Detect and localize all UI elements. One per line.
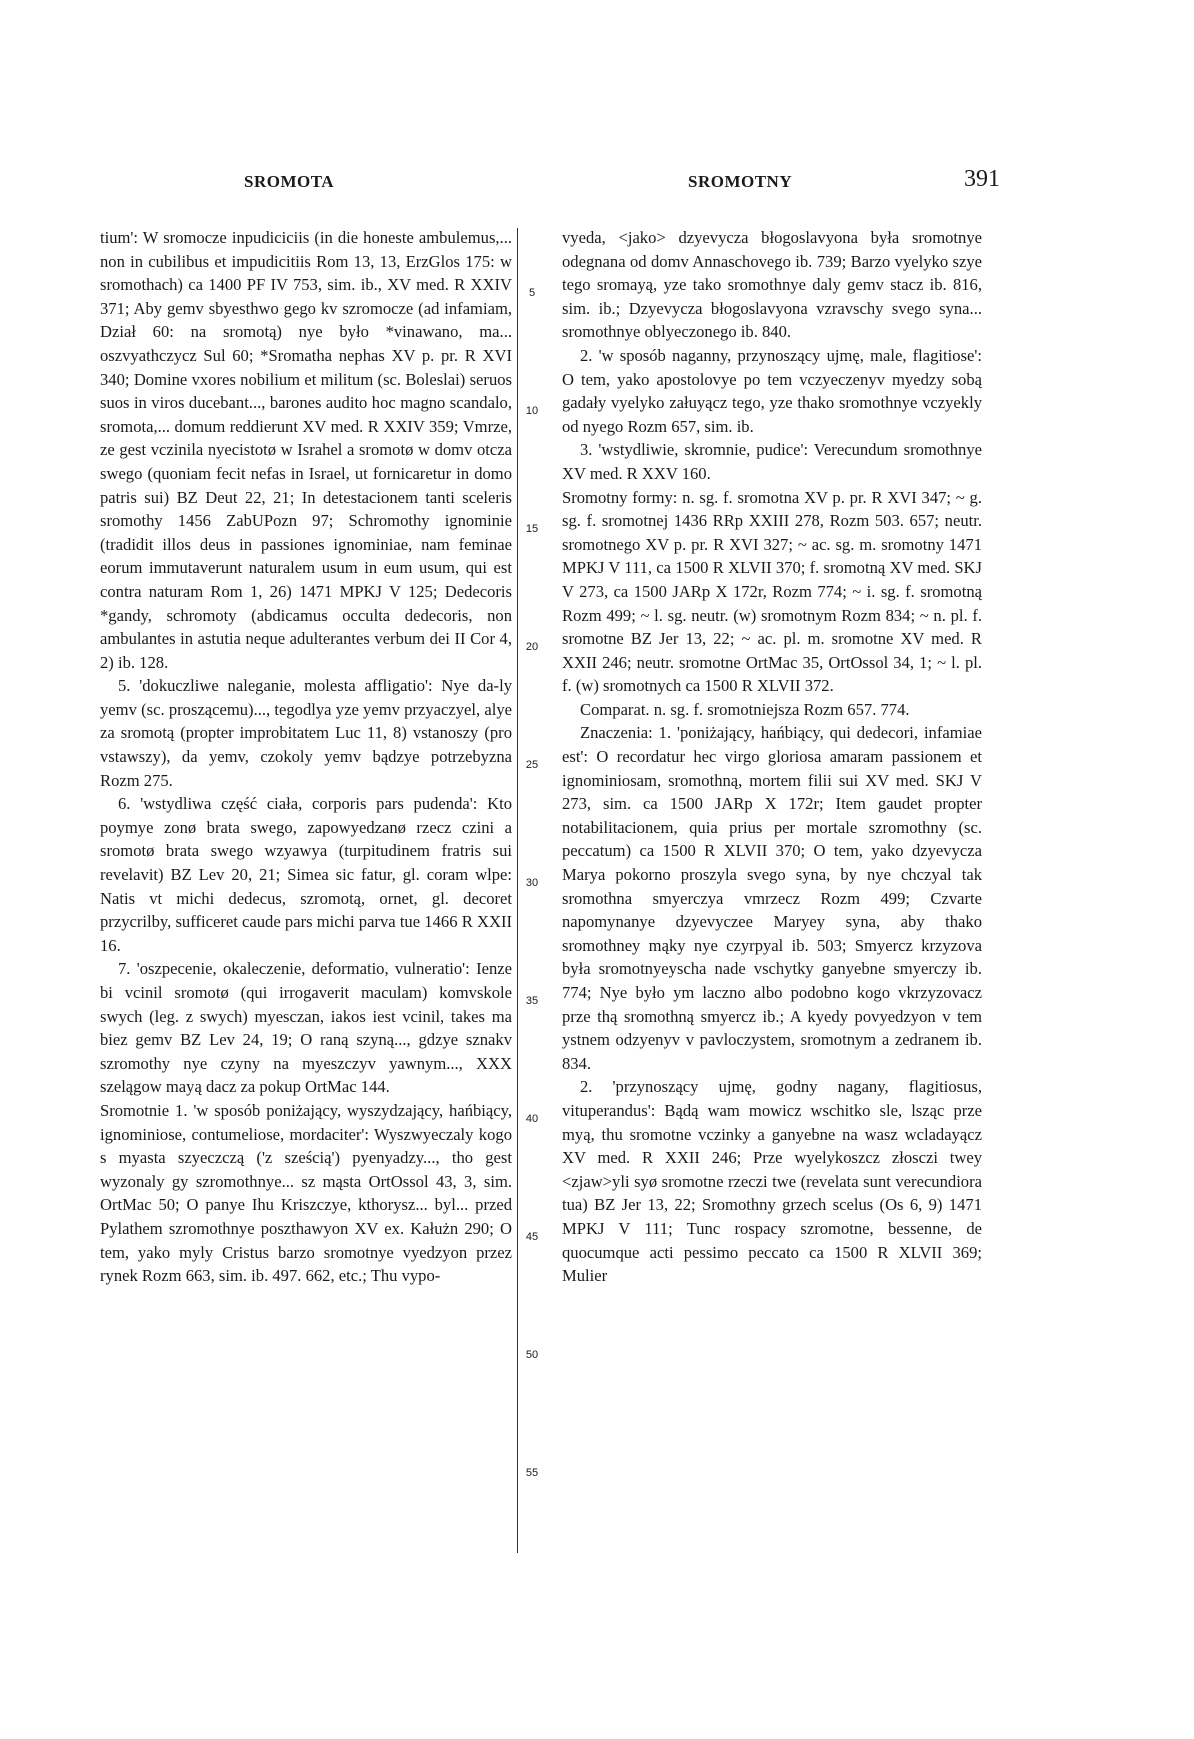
right-paragraph: 2. 'przynoszący ujmę, godny nagany, flagitiosus, vituperandus': Bądą wam mowicz wschitko sle, lsząc prze myą, thu sromotne vczinky a ganyebne na wasz wcladayącz XV med. R XXII 246; Prze wyelykoszcz złosczi twey <zjaw>yli syø sromotne rzeczi twe (revelata sunt verecundiora tua) BZ Jer 13, 22; Sromothny grzech scelus (Os 6, 9) 1471 MPKJ V 111; Tunc rospacy szromotne, bessenne, de quocumque acti pessimo peccato ca 1500 R XLVII 369; Mulier [562,1077,982,1286]
line-number: 15 [525,523,539,535]
left-paragraph: 6. 'wstydliwa część ciała, corporis pars pudenda': Kto poymye zonø brata swego, zapowyedzanø rzecz czini a sromotø brata swego wzyawya (turpitudinem fratris sui revelavit) BZ Lev 20, 21; Simea sic fatur, gl. coram wlpe: Natis vt michi dedecus, szromotą, ornet, gl. decoret przycrilby, sufficeret caude pars michi parva tue 1466 R XXII 16. [100,794,512,955]
column-divider [517,228,518,1553]
line-number: 10 [525,405,539,417]
right-paragraph: Comparat. n. sg. f. sromotniejsza Rozm 657. 774. [580,699,910,719]
line-number: 5 [528,287,536,299]
line-number: 25 [525,759,539,771]
running-header [0,166,1194,202]
line-number: 30 [525,877,539,889]
entry-sromotny: Sromotny formy: n. sg. f. sromotna XV p. pr. R XVI 347; ~ g. sg. f. sromotnej 1436 RRp XXIII 278, Rozm 503. 657; neutr. sromotnego XV p. pr. R XVI 327; ~ ac. sg. m. sromotny 1471 MPKJ V 111, ca 1500 R XLVII 370; f. sromotną XV med. SKJ V 273, ca 1500 JARp X 172r, Rozm 774; ~ i. sg. f. sromotną Rozm 499; ~ l. sg. neutr. (w) sromotnym Rozm 834; ~ n. pl. f. sromotne BZ Jer 13, 22; ~ ac. pl. m. sromotne XV med. R XXII 246; neutr. sromotne OrtMac 35, OrtOssol 34, 1; ~ l. pl. f. (w) sromotnych ca 1500 R XLVII 372. [562,487,982,696]
line-number: 35 [525,995,539,1007]
right-paragraph: 3. 'wstydliwie, skromnie, pudice': Verecundum sromothnye XV med. R XXV 160. [562,440,982,483]
page-number: 391 [964,166,1000,192]
line-number: 45 [525,1231,539,1243]
right-column [562,226,982,1288]
left-paragraph: tium': W sromocze inpudiciciis (in die honeste ambulemus,... non in cubilibus et impudicitiis Rom 13, 13, ErzGlos 175: w sromothach) ca 1400 PF IV 753, sim. ib., XV med. R XXIV 371; Aby gemv sbyesthwo gego kv szromocze (ad infamiam, Dział 60: na sromotą) nye było *vinawano, ma... oszvyathczycz Sul 60; *Sromatha nephas XV p. pr. R XVI 340; Domine vxores nobilium et militum (sc. Boleslai) seruos suos in viros ducebant..., barones audito hoc magno scandalo, sromota,... domum reddierunt XV med. R XXIV 359; Vmrze, ze gest vczinila nyecistotø w Israhel a sromotø w domv otcza swego (quoniam fecit nefas in Israel, ut fornicaretur in domo patris sui) BZ Deut 22, 21; In detestacionem tanti sceleris sromothy 1456 ZabUPozn 97; Schromothy ignominie (tradidit illos deus in passiones ignominiae, nam feminae eorum immutaverunt naturalem usum in eum usum, qui est contra naturam Rom 1, 26) 1471 MPKJ V 125; Dedecoris *gandy, schromoty (abdicamus occulta dedecoris, non ambulantes in astutia neque adulterantes verbum dei II Cor 4, 2) ib. 128. [100,228,512,672]
left-paragraph: 5. 'dokuczliwe naleganie, molesta affligatio': Nye da-ly yemv (sc. proszącemu)..., tegodlya yze yemv przyaczyel, alye za sromotą (propter improbitatem Luc 11, 8) vstanoszy (pro vstawszy), da yemv, czokoly yemv bądzye potrzebyzna Rozm 275. [100,676,512,790]
left-paragraph: 7. 'oszpecenie, okaleczenie, deformatio, vulneratio': Ienze bi vcinil sromotø (qui irrogaverit maculam) komvskole swych (leg. z swych) myesczan, iakos iest vcinil, takes ma biez gemv BZ Lev 24, 19; O raną szyną..., gdzye sznakv szromothy nye czyny na myeszczyv yawnym..., XXX szelągow mayą dacz za pokup OrtMac 144. [100,959,512,1097]
right-paragraph: 2. 'w sposób naganny, przynoszący ujmę, male, flagitiose': O tem, yako apostolovye po tem vczyeczenyv myedzy sobą gadały vyelyko załuyącz tego, yze thako sromothnye vczyekly od nyego Rozm 657, sim. ib. [562,345,982,436]
line-number: 50 [525,1349,539,1361]
line-number: 40 [525,1113,539,1125]
header-right-title: SROMOTNY [688,172,793,191]
right-paragraph: Znaczenia: 1. 'poniżający, hańbiący, qui dedecori, infamiae est': O recordatur hec virgo gloriosa amaram passionem et ignominiosam, sromothną, mortem filii sui XV med. SKJ V 273, sim. ca 1500 JARp X 172r; Item gaudet propter notabilitacionem, quia prius per mortale szromothny (sc. peccatum) ca 1500 R XLVII 370; O tem, yako dzyevycza Marya pokorno proszyla svego syna, by nye chczyal tak sromothna smyerczya vmrzecz Rozm 499; Czvarte napomynanye dzyevyczee Maryey syna, aby thako sromothney mąky nye czyrpyal ib. 503; Smyercz krzyzova była sromotnyeyscha nade vschytky ganyebne smyerczy ib. 774; Nye było ym laczno albo podobno kogo vkrzyzovacz prze thą sromothną smyercz ib.; A kyedy povyedzyon v tem ystnem odzyenyv v pavloczystem, sromotnym a zedranem ib. 834. [562,723,982,1073]
line-number: 55 [525,1467,539,1479]
line-number: 20 [525,641,539,653]
right-paragraph: vyeda, <jako> dzyevycza błogoslavyona była sromotnye odegnana od domv Annaschovego ib. 739; Barzo vyelyko szye tego sromayą, yze tako sromothnye daly gemv stacz ib. 816, sim. ib.; Dzyevycza błogoslavyona vzravschy svego syna... sromothnye oblyeczonego ib. 840. [562,228,982,342]
left-column [100,226,512,1288]
entry-sromotnie: Sromotnie 1. 'w sposób poniżający, wyszydzający, hańbiący, ignominiose, contumeliose, mordaciter': Wyszwyeczaly kogo s myasta szyeczczą ('z sześcią') pyenyadzy..., tho gest wyzonaly gy szromothnye... sz mąsta OrtOssol 43, 3, sim. OrtMac 50; O panye Ihu Kriszczye, kthorysz... byl... przed Pylathem szromothnye poszthawyon XV ex. Kałużn 290; O tem, yako myly Cristus barzo sromotnye vyedzyon przez rynek Rozm 663, sim. ib. 497. 662, etc.; Thu vypo- [100,1100,512,1286]
header-left-title: SROMOTA [244,172,335,191]
